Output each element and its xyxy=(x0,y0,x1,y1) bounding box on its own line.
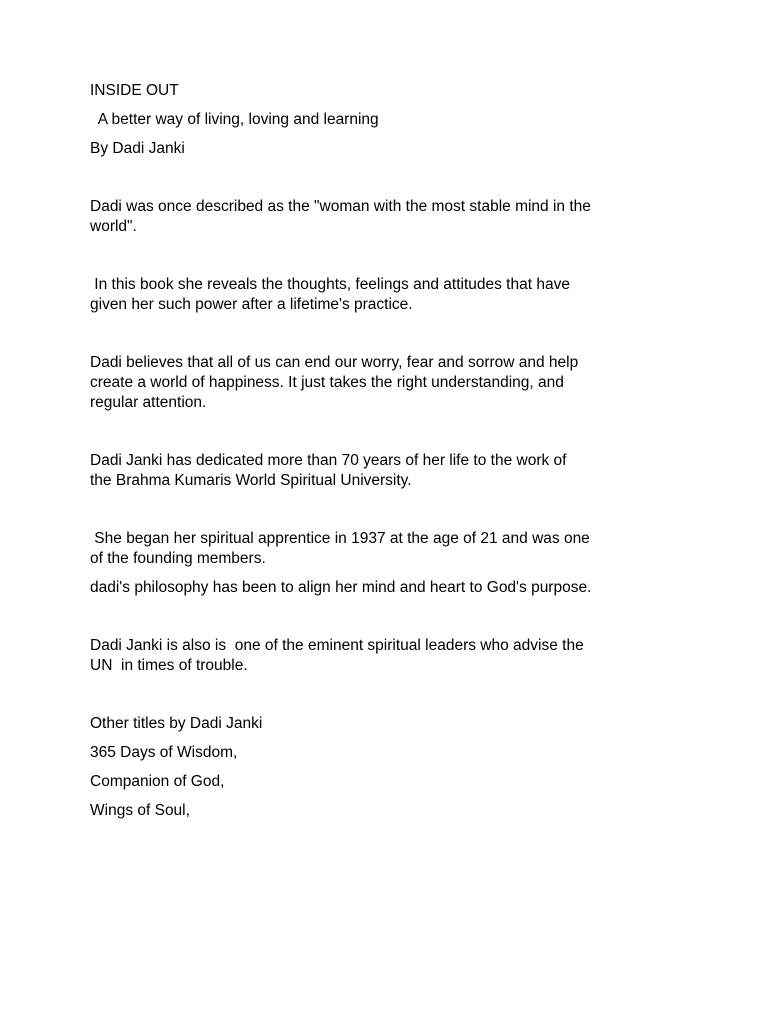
document-subtitle: A better way of living, loving and learning xyxy=(90,111,379,128)
paragraph-line: UN in times of trouble. xyxy=(90,657,248,674)
paragraph-line: She began her spiritual apprentice in 1937 at the age of 21 and was one xyxy=(90,530,590,547)
other-title-item: 365 Days of Wisdom, xyxy=(90,744,238,761)
paragraph-line: In this book she reveals the thoughts, feelings and attitudes that have xyxy=(90,276,570,293)
paragraph-line: Dadi was once described as the "woman with the most stable mind in the xyxy=(90,198,591,215)
paragraph-line: dadi's philosophy has been to align her mind and heart to God's purpose. xyxy=(90,579,592,596)
paragraph-line: Dadi believes that all of us can end our worry, fear and sorrow and help xyxy=(90,354,579,371)
paragraph-un-advisor xyxy=(90,636,690,676)
paragraph-line: of the founding members. xyxy=(90,550,266,567)
paragraph-line: the Brahma Kumaris World Spiritual University. xyxy=(90,472,412,489)
paragraph-stable-mind xyxy=(90,197,690,237)
other-titles-heading: Other titles by Dadi Janki xyxy=(90,715,263,732)
paragraph-beliefs xyxy=(90,353,690,413)
paragraph-dedication xyxy=(90,451,690,491)
paragraph-philosophy xyxy=(90,578,690,598)
paragraph-line: Dadi Janki is also is one of the eminent spiritual leaders who advise the xyxy=(90,637,584,654)
paragraph-line: given her such power after a lifetime's practice. xyxy=(90,296,413,313)
document-author: By Dadi Janki xyxy=(90,140,185,157)
paragraph-apprentice xyxy=(90,529,690,569)
paragraph-line: regular attention. xyxy=(90,394,207,411)
other-title-item: Companion of God, xyxy=(90,773,225,790)
other-title-item: Wings of Soul, xyxy=(90,802,190,819)
paragraph-line: world". xyxy=(90,218,137,235)
paragraph-book-reveals xyxy=(90,275,690,315)
paragraph-line: create a world of happiness. It just takes the right understanding, and xyxy=(90,374,564,391)
document-title: INSIDE OUT xyxy=(90,82,179,99)
paragraph-line: Dadi Janki has dedicated more than 70 years of her life to the work of xyxy=(90,452,567,469)
